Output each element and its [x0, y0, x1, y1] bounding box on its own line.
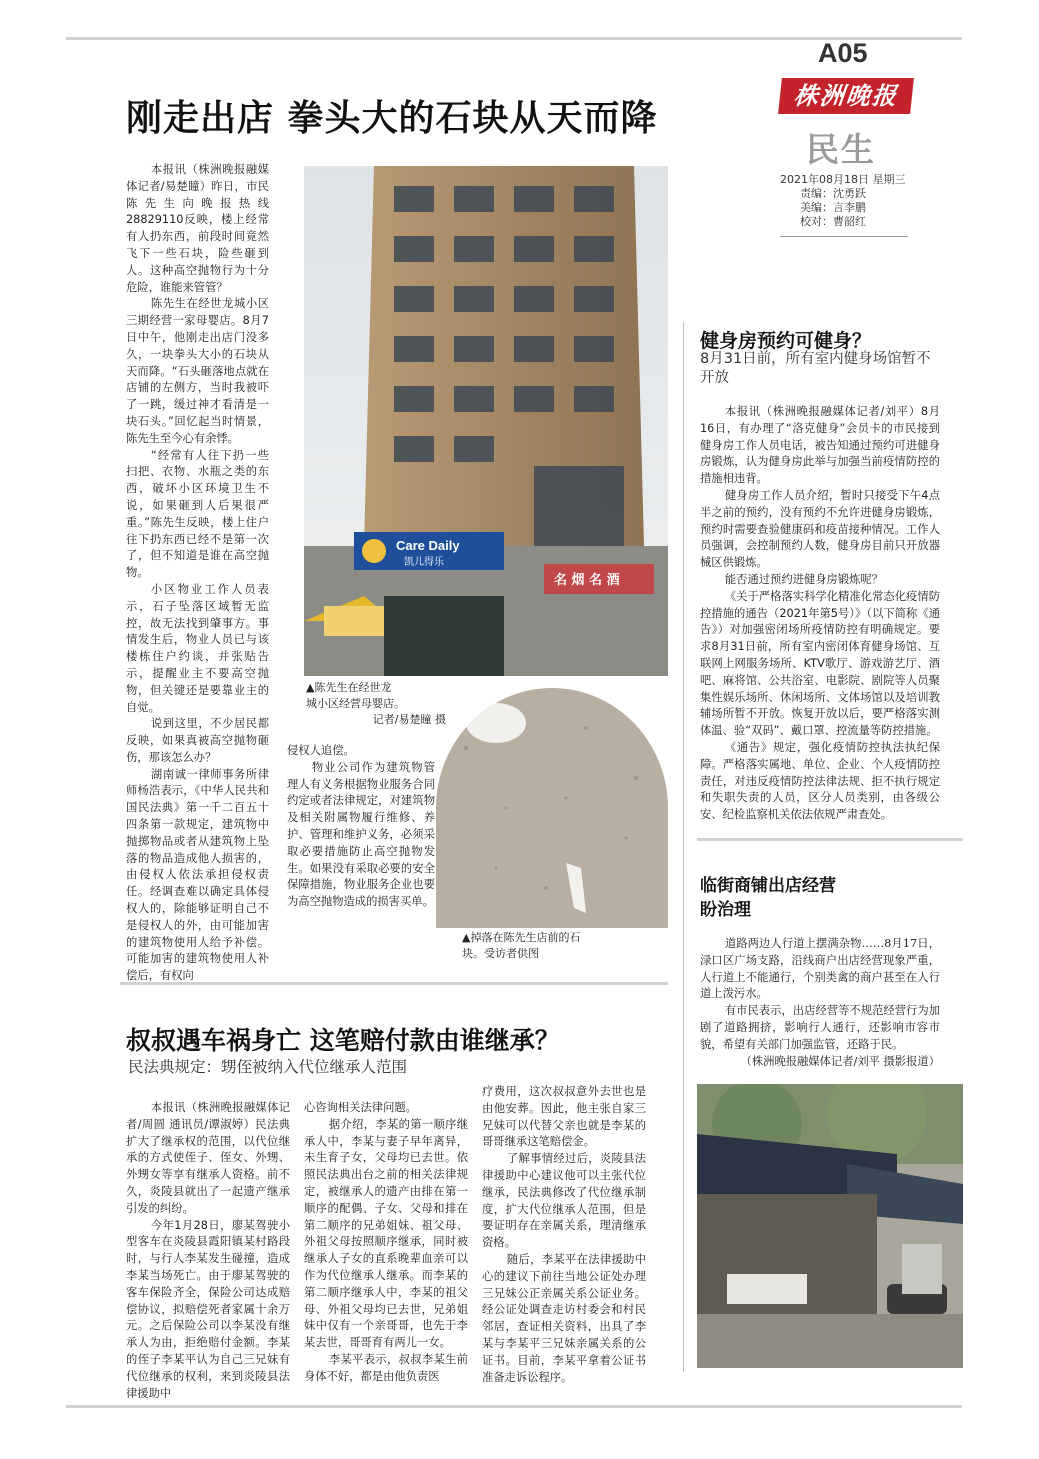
divider-horizontal-right [697, 838, 963, 841]
divider-right-column [683, 322, 684, 1372]
page-editor: 责编：沈勇跃 [800, 187, 866, 200]
page-designer: 美编：言李鹏 [800, 201, 866, 214]
paragraph: 《通告》规定，强化疫情防控执法执纪保障。严格落实属地、单位、企业、个人疫情防控责任，对违反疫情防控法律法规、拒不执行规定和失职失责的人员，区分人员类别，由各级公安、纪检监察机关依法依规严肃查处。 [700, 740, 940, 822]
paragraph: 本报讯（株洲晚报融媒体记者/刘平）8月16日，有办理了“洛克健身”会员卡的市民接到健身房工作人员电话，被告知通过预约可进健身房锻炼，认为健身房此举与加强当前疫情防控的措施相违背。 [700, 405, 940, 486]
paragraph: 健身房工作人员介绍，暂时只接受下午4点半之前的预约，没有预约不允许进健身房锻炼，预约时需要查验健康码和疫苗接种情况。工作人员强调，会控制预约人数，健身房目前只开放器械区供锻炼。 [700, 488, 940, 570]
photo-credit: （株洲晚报融媒体记者/刘平 摄影报道） [740, 1054, 940, 1068]
paragraph: 了解事情经过后，炎陵县法律援助中心建议他可以主张代位继承，民法典修改了代位继承制度，扩大代位继承人范围，但是要证明存在亲属关系，理清继承资格。 [482, 1152, 646, 1250]
story1-column-b [287, 743, 435, 911]
story2-headline: 健身房预约可健身？ [700, 330, 872, 352]
paragraph: 本报讯（株洲晚报融媒体记者/周圆 通讯员/谭淑婷）民法典扩大了继承权的范围，以代位继承的方式使侄子、侄女、外甥、外甥女等享有继承人资格。前不久，炎陵县就出了一起遗产继承引发的纠纷。 [126, 1101, 290, 1215]
story4-subhead: 民法典规定：甥侄被纳入代位继承人范围 [128, 1058, 408, 1076]
story1-column-a [126, 162, 269, 985]
caption-line: 城小区经营母婴店。 [306, 697, 405, 710]
paragraph: 侵权人追偿。 [287, 744, 355, 757]
caption-line: ▲掉落在陈先生店前的石 [462, 931, 581, 944]
store-sign-cn: 凯儿得乐 [404, 557, 444, 568]
story4-headline: 叔叔遇车祸身亡 这笔赔付款由谁继承？ [126, 1026, 560, 1055]
paragraph: 随后，李某平在法律援助中心的建议下前往当地公证处办理三兄妹公正亲属关系公证业务。经公证处调查走访村委会和村民邻居，查证相关资料，出具了李某与李某平三兄妹亲属关系的公证书。目前，李某平拿着公证书准备走诉讼程序。 [482, 1252, 646, 1384]
paragraph: 有市民表示，出店经营等不规范经营行为加剧了道路拥挤，影响行人通行，还影响市容市貌，希望有关部门加强监管，还路于民。 [700, 1004, 940, 1051]
story4-column-1 [126, 1100, 290, 1402]
story4-column-2 [304, 1100, 468, 1386]
paragraph: 本报讯（株洲晚报融媒体记者/易楚瞳）昨日，市民陈先生向晚报热线28829110反映，楼上经常有人扔东西，前段时间竟然飞下一些石块，险些砸到人。这种高空抛物行为十分危险，谁能来管管？ [126, 163, 269, 294]
paragraph: “经常有人往下扔一些扫把、衣物、水瓶之类的东西，破坏小区环境卫生不说，如果砸到人后果很严重。”陈先生反映，楼上住户往下扔东西已经不是第一次了，但不知道是谁在高空抛物。 [126, 448, 269, 580]
paragraph: 据介绍，李某的第一顺序继承人中，李某与妻子早年离异，未生育子女，父母均已去世。依照民法典出台之前的相关法律规定，被继承人的遗产由排在第一顺序的配偶、子女、父母和排在第二顺序的兄弟姐妹、祖父母、外祖父母按照顺序继承，同时被继承人子女的直系晚辈血亲可以作为代位继承人继承。而李某的第二顺序继承人中，李某的祖父母、外祖父母均已去世，兄弟姐妹中仅有一个亲哥哥，也先于李某去世，哥哥育有两儿一女。 [304, 1117, 468, 1350]
story2-body [700, 404, 940, 824]
page-proofreader: 校对：曹韶红 [800, 215, 866, 228]
photo1-caption [306, 680, 446, 728]
store-sign-right: 名 烟 名 酒 [554, 573, 620, 588]
paragraph: 今年1月28日，廖某驾驶小型客车在炎陵县霞阳镇某村路段时，与行人李某发生碰撞，造成李某当场死亡。由于廖某驾驶的客车保险齐全，保险公司达成赔偿协议，拟赔偿死者家属十余万元。之后保险公司以李某没有继承人为由，拒绝赔付金额。李某的侄子李某平认为自己三兄妹有代位继承的权利，来到炎陵县法律援助中 [126, 1218, 290, 1400]
section-title: 民生 [806, 130, 876, 169]
paragraph: 能否通过预约进健身房锻炼呢？ [724, 572, 884, 586]
photo2-caption [462, 930, 662, 962]
street-photo [697, 1084, 963, 1368]
bottom-rule [66, 1405, 962, 1408]
paragraph: 说到这里，不少居民都反映，如果真被高空抛物砸伤，那该怎么办？ [126, 717, 269, 764]
building-photo [304, 166, 668, 676]
headline-line: 临街商铺出店经营 [700, 876, 836, 896]
paragraph: 道路两边人行道上摆满杂物……8月17日，渌口区广场支路，沿线商户出店经营现象严重，人行道上不能通行，个别类禽的商户甚至在人行道上泼污水。 [700, 937, 940, 1001]
page-number: A05 [818, 38, 868, 68]
story1-headline: 刚走出店 拳头大的石块从天而降 [126, 98, 658, 139]
paragraph: 《关于严格落实科学化精准化常态化疫情防控措施的通告（2021年第5号）》（以下简称《通告》）对加强密闭场所疫情防控有明确规定。要求8月31日前，所有室内密闭体育健身场馆、互联网上网服务场所、KTV歌厅、游戏游艺厅、酒吧、麻将馆、公共浴室、电影院、剧院等人员聚集性娱乐场所、休闲场所、文体场馆以及培训教辅场所暂不开放。恢复开放以后，要严格落实测体温、验“双码”、戴口罩、控流量等防控措施。 [700, 589, 940, 738]
story2-subhead: 8月31日前，所有室内健身场馆暂不开放 [700, 351, 931, 386]
page-date: 2021年08月18日 星期三 [780, 173, 906, 186]
paragraph: 李某平表示，叔叔李某生前身体不好，都是由他负责医 [304, 1352, 468, 1383]
store-sign-brand: Care Daily [396, 538, 460, 553]
story3-body [700, 936, 940, 1070]
stone-photo [436, 688, 668, 928]
masthead-logo: 株洲晚报 [778, 78, 914, 114]
paragraph: 陈先生在经世龙城小区三期经营一家母婴店。8月7日中午，他刚走出店门没多久，一块拳头大小的石块从天而降。“石头砸落地点就在店铺的左侧方，当时我被吓了一跳，缓过神才看清是一块石头。”回忆起当时情景，陈先生至今心有余悸。 [126, 297, 269, 445]
paragraph: 物业公司作为建筑物管理人有义务根据物业服务合同约定或者法律规定，对建筑物及相关附属物履行维修、养护、管理和维护义务，必须采取必要措施防止高空抛物发生。如果没有采取必要的安全保障措施，物业服务企业也要为高空抛物造成的损害买单。 [287, 760, 435, 909]
caption-line: 块。受访者供图 [462, 947, 539, 960]
story4-column-3 [482, 1084, 646, 1386]
divider-info-box [780, 236, 908, 237]
headline-line: 盼治理 [700, 900, 751, 920]
caption-line: 记者/易楚瞳 摄 [372, 713, 446, 726]
paragraph: 心咨询相关法律问题。 [304, 1101, 417, 1114]
paragraph: 疗费用，这次叔叔意外去世也是由他安葬。因此，他主张自家三兄妹可以代替父亲也就是李某的哥哥继承这笔赔偿金。 [482, 1085, 646, 1149]
caption-line: ▲陈先生在经世龙 [306, 681, 392, 694]
story3-headline [700, 874, 836, 922]
paragraph: 小区物业工作人员表示，石子坠落区域暂无监控，故无法找到肇事方。事情发生后，物业人员已与该楼栋住户约谈，并张贴告示，提醒业主不要高空抛物，但关键还是要靠业主的自觉。 [126, 582, 269, 714]
paragraph: 湖南诚一律师事务所律师杨浩表示，《中华人民共和国民法典》第一千二百五十四条第一款规定，建筑物中抛掷物品或者从建筑物上坠落的物品造成他人损害的，由侵权人依法承担侵权责任。经调查难以确定具体侵权人的，除能够证明自己不是侵权人的外，由可能加害的建筑物使用人给予补偿。可能加害的建筑物使用人补偿后，有权向 [126, 767, 269, 983]
